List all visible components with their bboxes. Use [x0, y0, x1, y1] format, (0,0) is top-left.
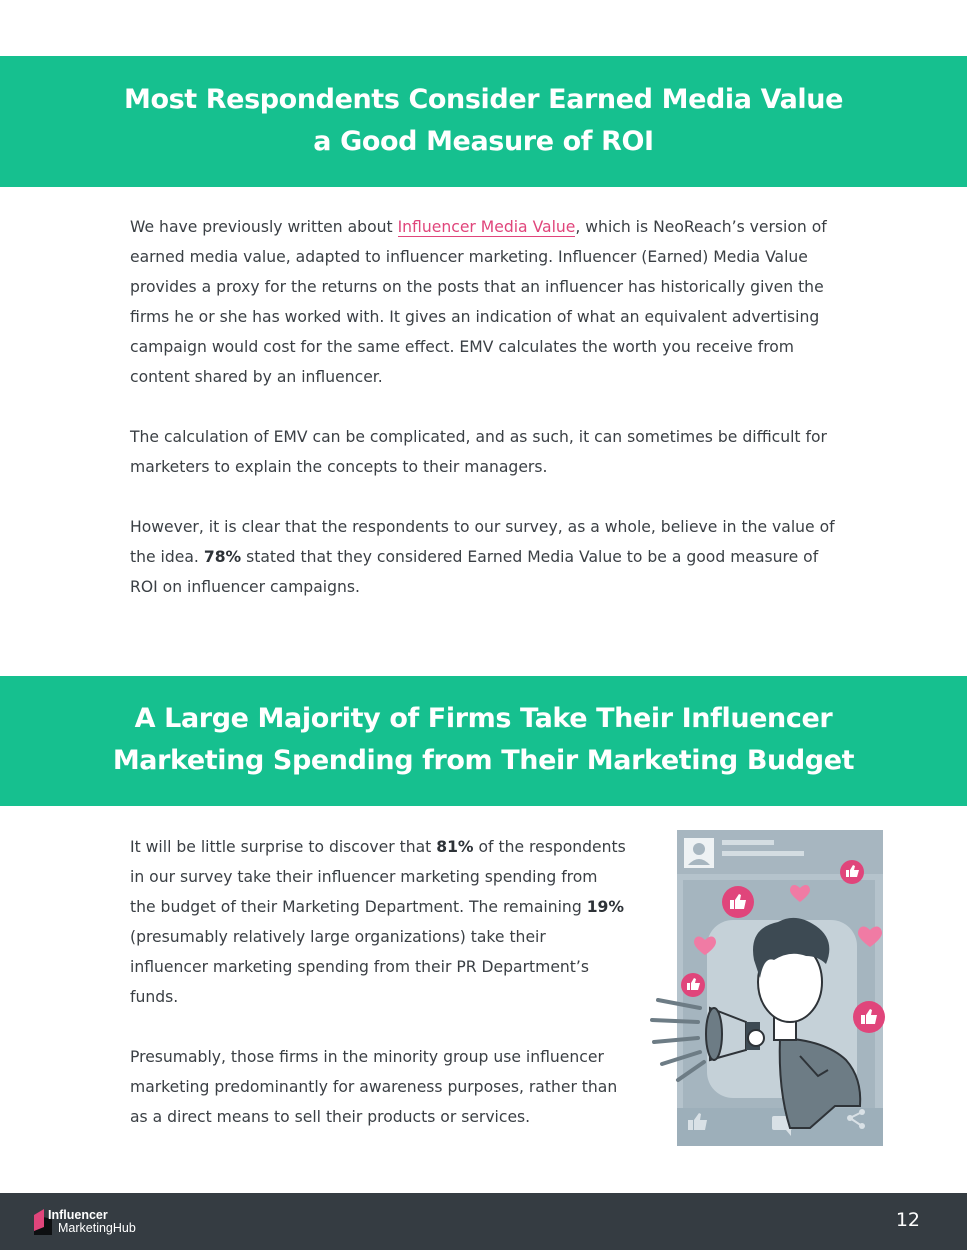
avatar-icon	[684, 838, 714, 868]
page-footer	[0, 1193, 967, 1250]
page-number: 12	[895, 1209, 920, 1231]
section-heading-line: A Large Majority of Firms Take Their Influencer	[134, 703, 833, 734]
section-heading-line: Marketing Spending from Their Marketing Budget	[112, 745, 855, 776]
influencer-media-value-link[interactable]: Influencer Media Value	[397, 218, 576, 236]
thumbs-up-icon	[853, 1001, 885, 1033]
paragraph-emv-survey: However, it is clear that the respondents to our survey, as a whole, believe in the value of the idea. 78% stated that they considered Earned Media Value to be a good measure of ROI on influencer campaigns.	[130, 518, 835, 596]
thumbs-up-icon	[840, 860, 864, 884]
stat-19-percent: 19%	[586, 898, 625, 916]
stat-81-percent: 81%	[436, 838, 474, 856]
section-heading-emv	[0, 56, 967, 187]
thumbs-up-icon	[681, 973, 705, 997]
thumbs-up-icon	[722, 886, 754, 918]
logo-text-influencer: Influencer	[48, 1208, 108, 1222]
paragraph-emv-intro: We have previously written about Influencer Media Value, which is NeoReach’s version of earned media value, adapted to influencer marketing. Influencer (Earned) Media Value provides a proxy for the returns on the posts that an influencer has historically given the firms he or she has worked with. It gives an indication of what an equivalent advertising campaign would cost for the same effect. EMV calculates the worth you receive from content shared by an influencer.	[130, 218, 827, 386]
logo-text-marketinghub: MarketingHub	[58, 1221, 136, 1235]
paragraph-minority-group: Presumably, those firms in the minority group use influencer marketing predominantly for awareness purposes, rather than as a direct means to sell their products or services.	[130, 1048, 618, 1126]
paragraph-budget-source: It will be little surprise to discover that 81% of the respondents in our survey take their influencer marketing spending from the budget of their Marketing Department. The remaining 19% (presumably relatively large organizations) take their influencer marketing spending from their PR Department’s funds.	[130, 838, 626, 1006]
stat-78-percent: 78%	[203, 548, 242, 566]
section-heading-line: a Good Measure of ROI	[313, 126, 654, 157]
paragraph-emv-complexity: The calculation of EMV can be complicated, and as such, it can sometimes be difficult for marketers to explain the concepts to their managers.	[130, 428, 827, 476]
section-heading-budget	[0, 676, 967, 806]
influencer-megaphone-illustration	[650, 828, 890, 1148]
section-heading-line: Most Respondents Consider Earned Media Value	[123, 84, 844, 115]
